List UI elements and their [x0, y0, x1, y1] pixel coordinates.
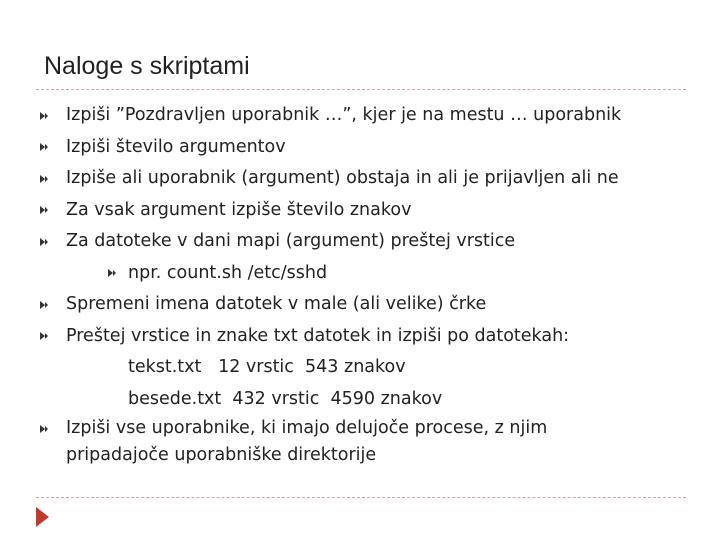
list-item-text: Za datoteke v dani mapi (argument) preštej vrstice — [66, 231, 516, 251]
list-item-text: Izpiši vse uporabnike, ki imajo delujoče procese, z njim — [66, 418, 548, 438]
bullet-icon — [40, 238, 48, 246]
title-divider — [36, 89, 686, 90]
bullet-icon — [40, 175, 48, 183]
bullet-icon — [40, 143, 48, 151]
list-item — [40, 132, 680, 164]
list-item-continuation: pripadajoče uporabniške direktorije — [66, 445, 377, 465]
bullet-icon — [40, 425, 48, 433]
bottom-divider — [36, 497, 686, 498]
list-item — [40, 321, 680, 353]
list-item — [40, 289, 680, 321]
slide-title: Naloge s skriptami — [44, 52, 250, 80]
list-item — [40, 163, 680, 195]
list-item-text: Izpiše ali uporabnik (argument) obstaja in ali je prijavljen ali ne — [66, 168, 619, 188]
bullet-icon — [40, 332, 48, 340]
bullet-icon — [40, 112, 48, 120]
bullet-icon — [40, 301, 48, 309]
bullet-icon — [108, 269, 116, 277]
file-detail-line: tekst.txt 12 vrstic 543 znakov — [128, 357, 406, 377]
list-item-text: Izpiši ”Pozdravljen uporabnik …”, kjer je na mestu … uporabnik — [66, 105, 622, 125]
list-item — [40, 100, 680, 132]
bullet-list — [40, 100, 680, 469]
bullet-icon — [40, 206, 48, 214]
list-item — [40, 195, 680, 227]
file-detail-line: besede.txt 432 vrstic 4590 znakov — [128, 388, 443, 409]
sub-list-item-text: npr. count.sh /etc/sshd — [128, 262, 328, 283]
list-item-text: Izpiši število argumentov — [66, 136, 286, 157]
list-item — [40, 415, 680, 442]
list-item-text: Spremeni imena datotek v male (ali velike) črke — [66, 294, 487, 314]
list-item — [40, 226, 680, 258]
triangle-arrow-icon — [36, 507, 49, 527]
sub-list-item — [40, 258, 680, 290]
list-item-text: Za vsak argument izpiše število znakov — [66, 199, 412, 220]
list-item-text: Preštej vrstice in znake txt datotek in izpiši po datotekah: — [66, 325, 570, 346]
